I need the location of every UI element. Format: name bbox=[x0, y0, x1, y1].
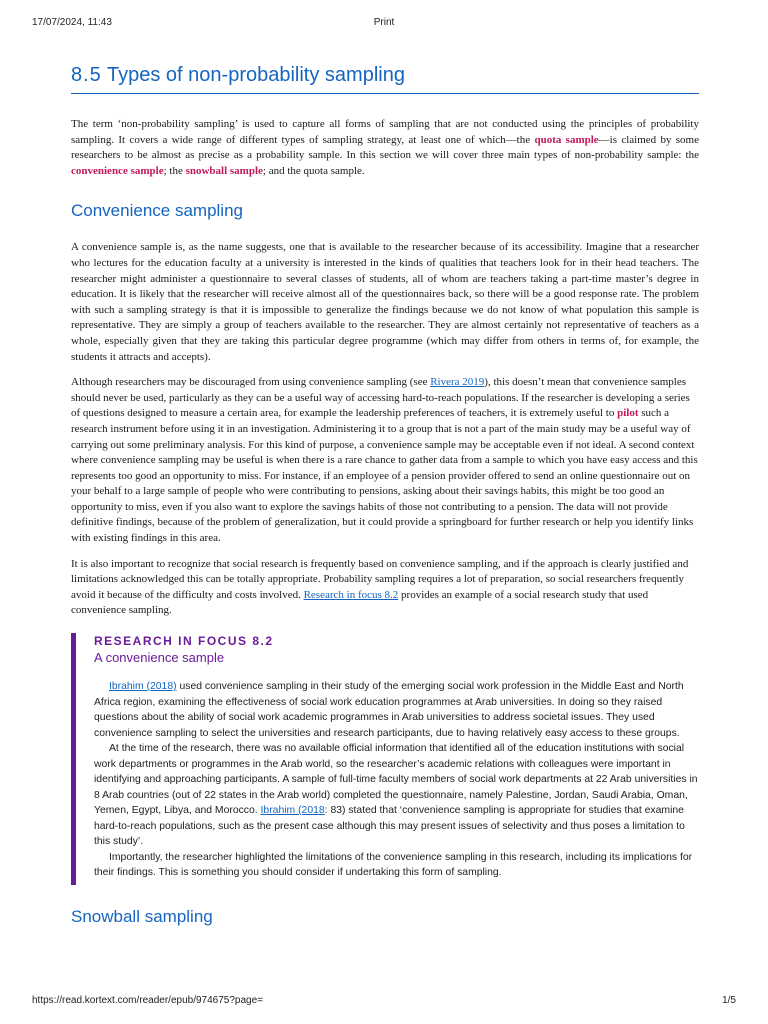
print-datetime: 17/07/2024, 11:43 bbox=[32, 17, 112, 28]
intro-text: ; the bbox=[163, 164, 186, 177]
glossary-term-convenience-sample[interactable]: convenience sample bbox=[71, 164, 164, 177]
paragraph-text: Although researchers may be discouraged from using convenience sampling (see bbox=[71, 376, 431, 389]
paragraph-text: such a research instrument before using it in an investigation. Administering it to a group that is not a part of the main study may be a useful way of carrying out some preliminary analysis. For this kind of purpose, a convenience sample may be acceptable even if not ideal. A second context where convenience sampling may be useful is when there is a rare chance to gather data from a sample to which you have easy access and this represents too good an opportunity to miss. For instance, if an employee of a pension provider offered to send an online questionnaire out on your behalf to a large sample of people who were contributing to pensions, asking about their savings habits, this might be too good an opportunity to miss, even if you also want to explore the savings habits of those not contributing to a pension. The data will not provide definitive findings, because of the problem of generalization, but it could provide a springboard for further research or help you identify links with existing findings in this area. bbox=[71, 407, 698, 545]
print-footer bbox=[32, 995, 736, 1009]
paragraph-text: ), this doesn’t mean that convenience samples should never be used, particularly as they can be a useful way of accessing hard-to-reach populations. If the researcher is developing a series of questions designed to measure a certain area, for example the leadership preferences of teachers, it is extremely useful to bbox=[71, 376, 690, 420]
ibrahim-2018-link[interactable]: Ibrahim (2018 bbox=[260, 805, 325, 817]
snowball-heading: Snowball sampling bbox=[71, 906, 213, 926]
paragraph-text: used convenience sampling in their study of the emerging social work profession in the Middle East and North Africa region, examining the effectiveness of social work education programmes at Arab universities. In doing so they raised questions about the ability of social work academic programmes in Arab universities to address societal issues. They used convenience sampling to select the universities and research participants, due to having relatively easy access to these groups. bbox=[94, 681, 684, 739]
glossary-term-pilot[interactable]: pilot bbox=[617, 407, 639, 420]
paragraph-text: At the time of the research, there was no available official information that identified all of the education institutions with social work departments or programmes in the Arab world, so the researcher’s academic relations with colleagues were important in identifying and approaching participants. A sample of full-time faculty members of social work departments at 22 Arab universities in 8 Arab countries (out of 22 states in the Arab world) completed the questionnaire, namely Palestine, Jordan, Saudi Arabia, Oman, Yemen, Egypt, Libya, and Morocco. bbox=[94, 743, 698, 817]
convenience-heading: Convenience sampling bbox=[71, 201, 243, 221]
glossary-term-quota-sample[interactable]: quota sample bbox=[534, 133, 599, 146]
section-number: 8.5 bbox=[71, 64, 102, 86]
box-label: RESEARCH IN FOCUS 8.2 bbox=[94, 634, 274, 649]
paragraph-text: : 83) stated that ‘convenience sampling is appropriate for studies that examine hard-to-reach populations, such as the present case although this may present issues of selectivity and thus poses a limitation to this study’. bbox=[94, 805, 685, 848]
print-title: Print bbox=[373, 17, 395, 28]
page-count: 1/5 bbox=[722, 995, 736, 1006]
box-paragraph-2 bbox=[94, 741, 699, 850]
convenience-paragraph-2 bbox=[71, 375, 699, 547]
ibrahim-2018-link[interactable]: Ibrahim (2018) bbox=[109, 681, 177, 693]
intro-text: ; and the quota sample. bbox=[262, 164, 365, 177]
research-in-focus-link[interactable]: Research in focus 8.2 bbox=[303, 588, 399, 601]
print-header bbox=[32, 17, 736, 31]
rivera-2019-link[interactable]: Rivera 2019 bbox=[430, 376, 485, 389]
convenience-paragraph-3 bbox=[71, 557, 699, 619]
intro-text: The term ‘non-probability sampling’ is used to capture all forms of sampling that are not conducted using the principles of probability sampling. It covers a wide range of different types of sampling strategy, at least one of which—the bbox=[71, 118, 699, 146]
paragraph-text: provides an example of a social research study that used convenience sampling. bbox=[71, 588, 649, 617]
glossary-term-snowball-sample[interactable]: snowball sample bbox=[185, 164, 263, 177]
intro-paragraph bbox=[71, 117, 699, 179]
paragraph-text: It is also important to recognize that social research is frequently based on convenience sampling, and if the approach is clearly justified and limitations acknowledged this can be totally appropriate. Probability sampling requires a lot of preparation, so social researchers frequently avoid it because of the difficulty and costs involved. bbox=[71, 557, 689, 601]
box-paragraph-3: Importantly, the researcher highlighted the limitations of the convenience sampling in this research, including its implications for their findings. This is something you should consider if undertaking this form of sampling. bbox=[94, 851, 693, 879]
box-title: A convenience sample bbox=[94, 650, 225, 666]
page-content bbox=[71, 60, 699, 929]
convenience-paragraph-1: A convenience sample is, as the name suggests, one that is available to the researcher because of its accessibility. Imagine that a researcher who lectures for the education faculty at a university is interested in the kinds of qualities that teachers look for in their head teachers. The researcher might administer a questionnaire to several classes of students, all of whom are teachers taking a part-time master’s degree in education. It is likely that the researcher will receive almost all of the questionnaires back, so there will be a good response rate. The problem with such a sampling strategy is that it is impossible to generalize the findings because we do not know of what population this sample is representative. They are simply a group of teachers available to the researcher. They are almost certainly not representative of teachers as a whole, especially given that they are taking this particular degree programme (which may differ from others in terms of, for example, the students it attracts and accepts). bbox=[71, 241, 699, 363]
section-title bbox=[71, 60, 699, 94]
research-in-focus-box bbox=[71, 633, 699, 885]
box-paragraph-1 bbox=[94, 679, 699, 741]
page-url: https://read.kortext.com/reader/epub/974675?page= bbox=[32, 995, 263, 1006]
intro-text: —is claimed by some researchers to be almost as precise as a probability sample. In this section we will cover three main types of non-probability sample: the bbox=[71, 133, 699, 162]
section-title-text: Types of non-probability sampling bbox=[107, 64, 405, 86]
